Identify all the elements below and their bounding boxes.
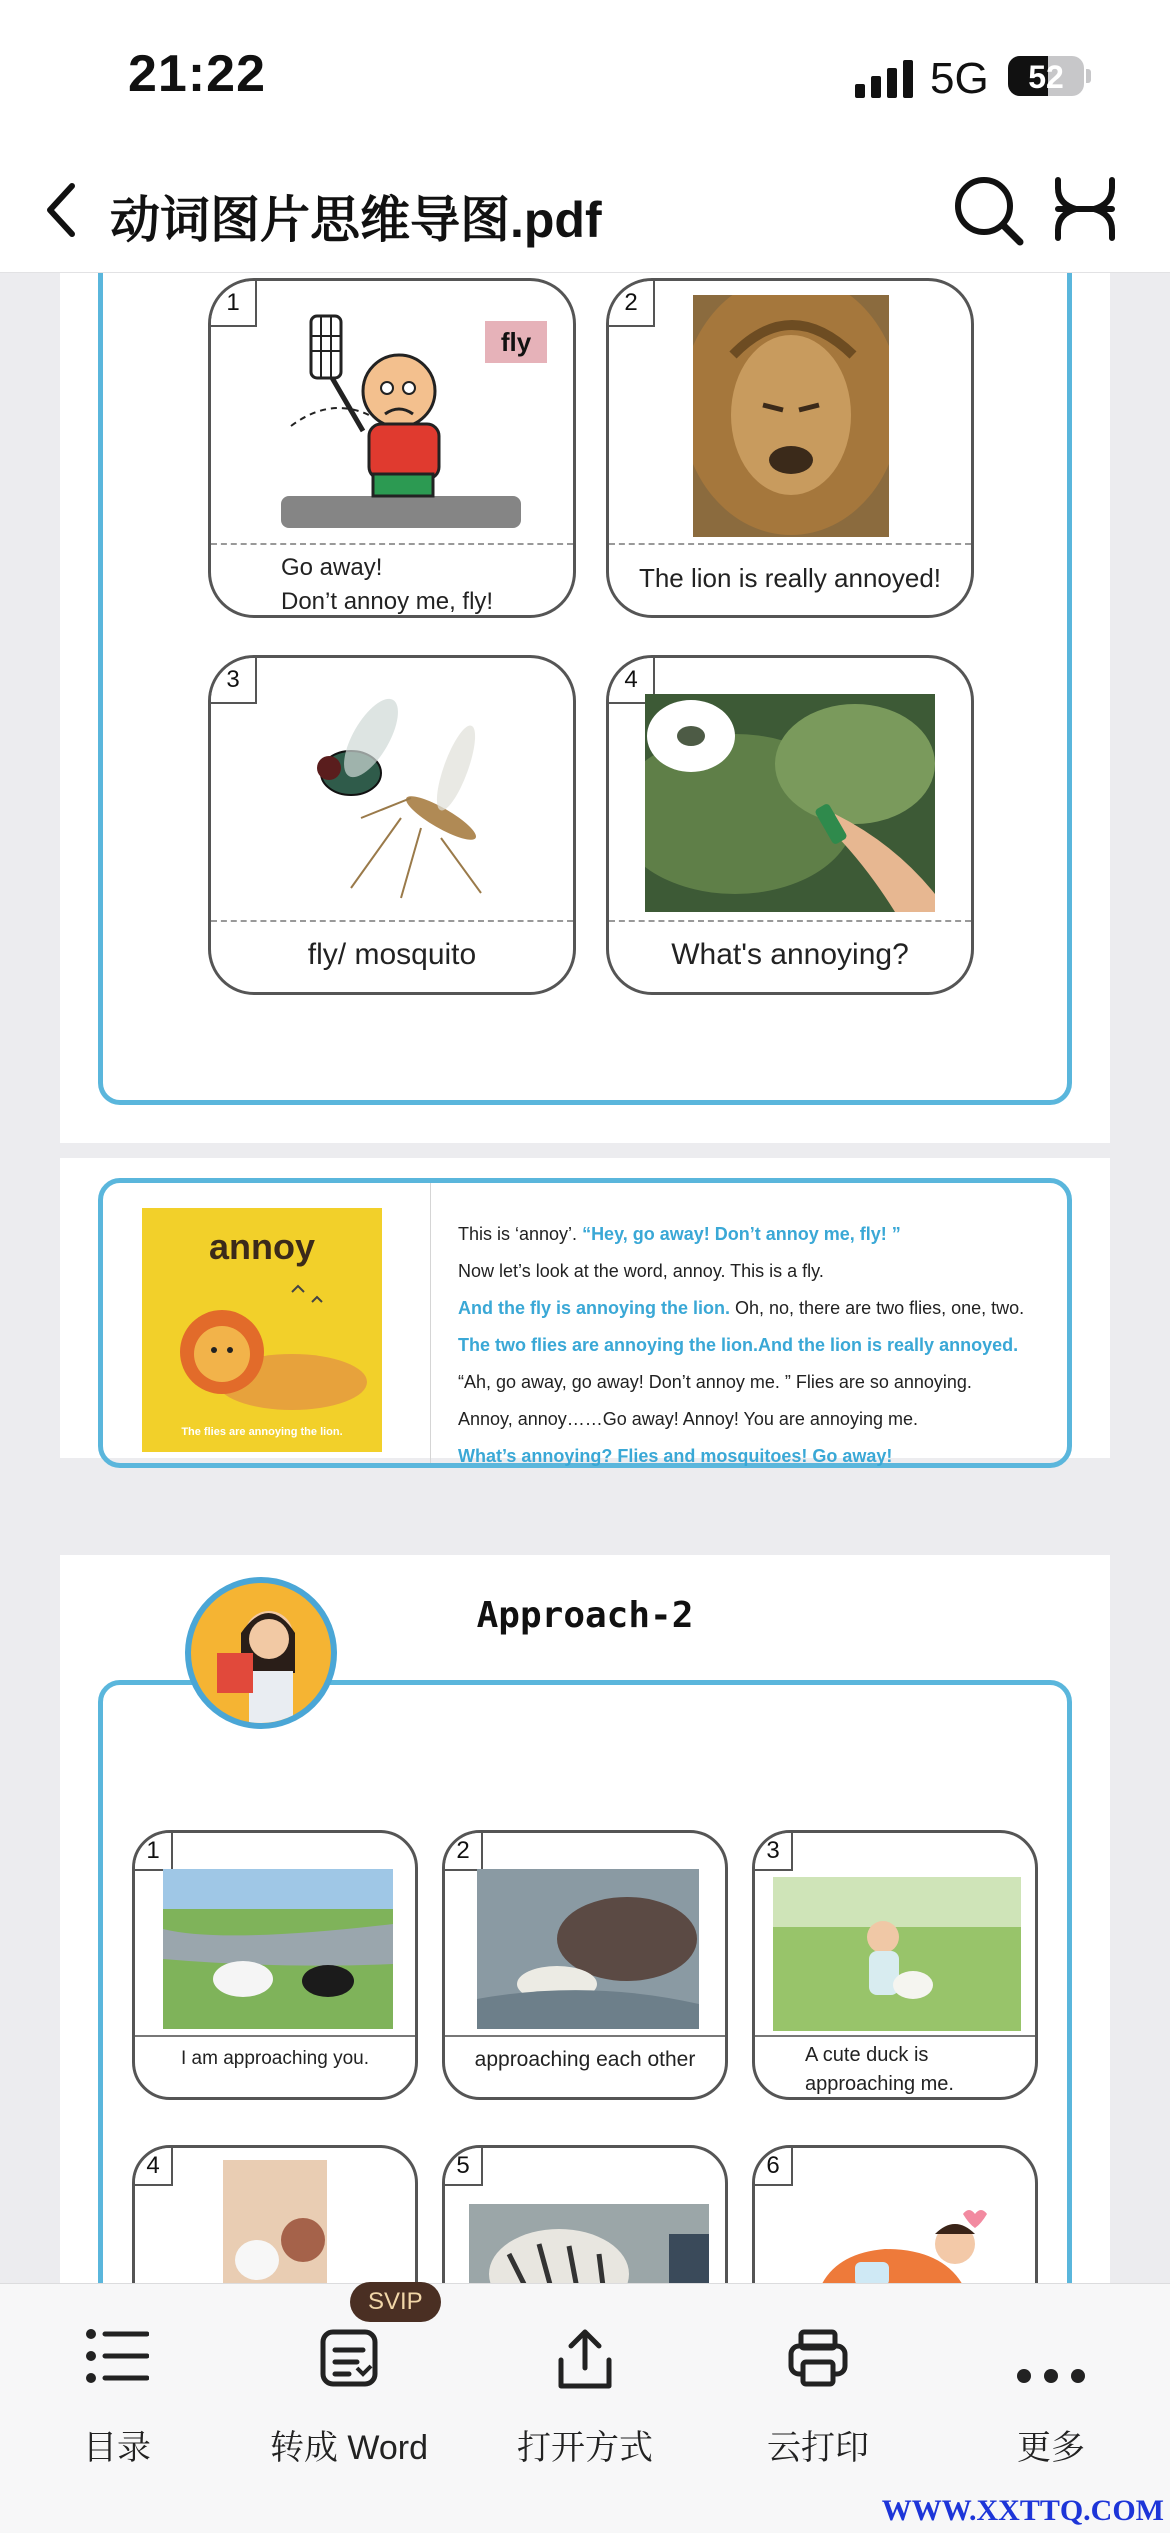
collapse-icon[interactable] (1052, 176, 1118, 242)
status-time: 21:22 (128, 45, 266, 103)
dogs-on-grass-image (163, 1869, 393, 2029)
picture-card-4 (606, 655, 974, 995)
card-number: 4 (135, 2148, 173, 2186)
network-type: 5G (930, 54, 989, 103)
girl-and-rabbit-image (223, 2160, 327, 2283)
story-highlight: And the fly is annoying the lion. (458, 1298, 731, 1318)
picture-card-6 (752, 2145, 1038, 2283)
convert-word-icon (319, 2328, 379, 2388)
girl-and-duck-image (773, 1877, 1021, 2031)
share-icon (555, 2328, 615, 2392)
pdf-page-2 (60, 1158, 1110, 1466)
card-divider (445, 2035, 725, 2037)
lion-photo-image (693, 295, 889, 537)
watermark: WWW.XXTTQ.COM (881, 2494, 1164, 2527)
picture-card-3 (752, 1830, 1038, 2100)
story-line (458, 1290, 1098, 1327)
story-segment: Now let’s look at the word, annoy. This is a fly. (458, 1261, 824, 1281)
story-segment: Annoy, annoy……Go away! Annoy! You are annoying me. (458, 1409, 918, 1429)
spraying-insect-repellent-image (645, 694, 935, 912)
card-caption: approaching each other (474, 2048, 696, 2071)
story-text (458, 1216, 1098, 1475)
card-number: 1 (211, 281, 257, 327)
story-line (458, 1438, 1098, 1475)
book-caption: The flies are annoying the lion. (181, 1426, 343, 1438)
picture-card-1 (208, 278, 576, 618)
card-divider (211, 543, 573, 545)
chevron-left-icon[interactable] (30, 170, 90, 250)
printer-icon (787, 2328, 849, 2388)
book-word: annoy (208, 1226, 315, 1267)
lion-illustration (142, 1272, 382, 1422)
pdf-page-1 (60, 273, 1110, 1143)
search-icon[interactable] (950, 172, 1026, 248)
divider-line (430, 1183, 431, 1463)
card-number: 5 (445, 2148, 483, 2186)
pdf-viewer[interactable] (0, 273, 1170, 2283)
story-highlight: “Hey, go away! Don’t annoy me, fly! ” (582, 1224, 901, 1244)
card-divider (609, 543, 971, 545)
card-caption: Go away! Don’t annoy me, fly! (281, 554, 494, 615)
hippo-and-dog-image (477, 1869, 699, 2029)
svip-badge: SVIP (350, 2282, 441, 2322)
card-number: 2 (445, 1833, 483, 1871)
picture-card-3 (208, 655, 576, 995)
story-line (458, 1253, 1098, 1290)
story-highlight: What’s annoying? Flies and mosquitoes! Go away! (458, 1446, 893, 1466)
section-title: Approach-2 (476, 1595, 694, 1636)
convert-word-label: 转成 Word (269, 2429, 429, 2467)
story-line (458, 1327, 1098, 1364)
battery-cap (1086, 69, 1091, 83)
card-caption: The lion is really annoyed! (638, 563, 942, 593)
battery-icon (1008, 56, 1084, 96)
annoy-book-image (142, 1208, 382, 1452)
cartoon-car-image (795, 2194, 995, 2283)
picture-card-2 (606, 278, 974, 618)
story-line (458, 1401, 1098, 1438)
list-icon (85, 2328, 149, 2384)
convert-word-button[interactable] (249, 2306, 449, 2469)
card-caption: What's annoying? (671, 938, 909, 971)
signal-icon (855, 60, 915, 98)
card-caption: I am approaching you. (180, 2048, 369, 2069)
story-line (458, 1364, 1098, 1401)
story-segment: Oh, no, there are two flies, one, two. (730, 1298, 1025, 1318)
picture-card-1 (132, 1830, 418, 2100)
card-caption: fly/ mosquito (307, 938, 477, 971)
toc-button[interactable] (17, 2306, 217, 2469)
open-with-label: 打开方式 (517, 2429, 653, 2467)
cloud-print-button[interactable] (718, 2306, 918, 2469)
card-number: 3 (755, 1833, 793, 1871)
card-divider (135, 2035, 415, 2037)
story-highlight: The two flies are annoying the lion.And the lion is really annoyed. (458, 1335, 1019, 1355)
more-dots-icon (1016, 2346, 1086, 2406)
nav-bar (0, 150, 1170, 273)
card-divider (609, 920, 971, 922)
status-bar (0, 0, 1170, 150)
fly-and-mosquito-image (291, 688, 511, 908)
picture-card-2 (442, 1830, 728, 2100)
more-button[interactable] (951, 2306, 1151, 2469)
card-number: 2 (609, 281, 655, 327)
battery-percent: 52 (1028, 59, 1064, 95)
card-divider (755, 2035, 1035, 2037)
card-caption: A cute duck is approaching me. (805, 2044, 954, 2095)
document-title: 动词图片思维导图.pdf (110, 192, 602, 248)
story-segment: This is ‘annoy’. (458, 1224, 583, 1244)
story-segment: “Ah, go away, go away! Don’t annoy me. ” Flies are so annoying. (458, 1372, 972, 1392)
card-number: 6 (755, 2148, 793, 2186)
toc-label: 目录 (83, 2429, 151, 2467)
pdf-page-3 (60, 1555, 1110, 2283)
tiger-and-person-image (469, 2204, 709, 2283)
more-label: 更多 (1017, 2429, 1085, 2467)
cloud-print-label: 云打印 (767, 2429, 869, 2467)
card-divider (211, 920, 573, 922)
open-with-button[interactable] (485, 2306, 685, 2469)
story-line (458, 1216, 1098, 1253)
picture-card-5 (442, 2145, 728, 2283)
card-number: 3 (211, 658, 257, 704)
card-number: 4 (609, 658, 655, 704)
card-number: 1 (135, 1833, 173, 1871)
picture-card-4 (132, 2145, 418, 2283)
fly-tag: fly (485, 321, 547, 363)
